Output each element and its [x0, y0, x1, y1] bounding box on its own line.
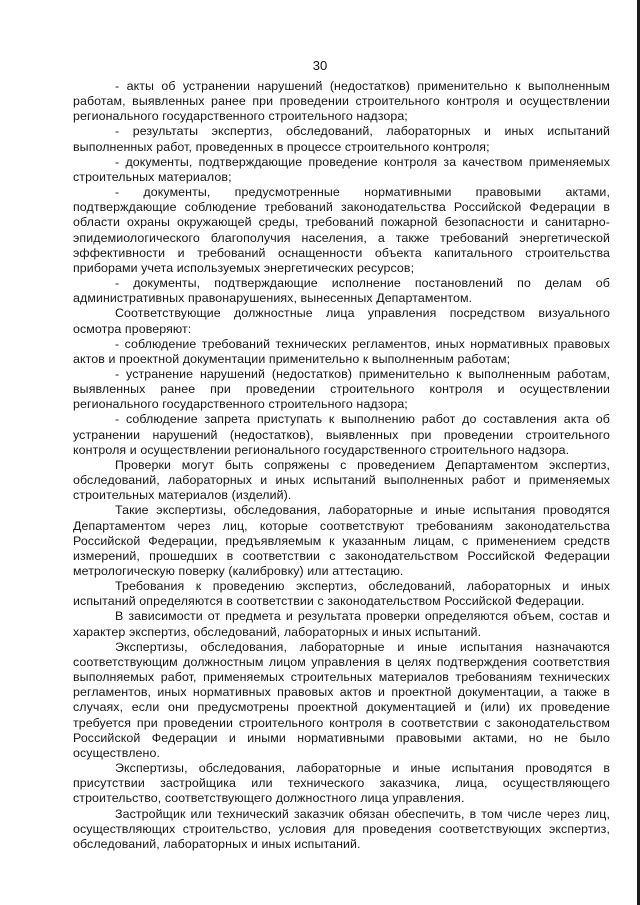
- paragraph: - акты об устранении нарушений (недостатков) применительно к выполненным работам, выявленных ранее при проведении строительного контроля и осуществлении регионального государственного строительного надзора;: [73, 79, 610, 124]
- paragraph: Требования к проведению экспертиз, обследований, лабораторных и иных испытаний определяются в соответствии с законодательством Российской Федерации.: [73, 579, 610, 609]
- paragraph: Экспертизы, обследования, лабораторные и иные испытания проводятся в присутствии застройщика или технического заказчика, лица, осуществляющего строительство, соответствующего должностного лица управления.: [73, 761, 610, 806]
- paragraph: - соблюдение запрета приступать к выполнению работ до составления акта об устранении нарушений (недостатков), выявленных при проведении строительного контроля и осуществлении регионального государственного строительного надзора.: [73, 412, 610, 457]
- paragraph: Застройщик или технический заказчик обязан обеспечить, в том числе через лиц, осуществляющих строительство, условия для проведения соответствующих экспертиз, обследований, лабораторных и иных испытаний.: [73, 806, 610, 851]
- paragraph: - документы, подтверждающие исполнение постановлений по делам об административных правонарушениях, вынесенных Департаментом.: [73, 276, 610, 306]
- paragraph: Соответствующие должностные лица управления посредством визуального осмотра проверяют:: [73, 306, 610, 336]
- paragraph: Экспертизы, обследования, лабораторные и иные испытания назначаются соответствующим должностным лицом управления в целях подтверждения соответствия выполняемых работ, применяемых строительных материалов требованиям технических регламентов, иных нормативных правовых актов и проектной документации, а также в случаях, если они предусмотрены проектной документацией и (или) их проведение требуется при проведении строительного контроля в соответствии с законодательством Российской Федерации и иными нормативными правовыми актами, но не было осуществлено.: [73, 639, 610, 760]
- paragraph: Такие экспертизы, обследования, лабораторные и иные испытания проводятся Департаментом через лиц, которые соответствуют требованиям законодательства Российской Федерации, предъявляемым к указанным лицам, с применением средств измерений, прошедших в соответствии с законодательством Российской Федерации метрологическую поверку (калибровку) или аттестацию.: [73, 503, 610, 578]
- paragraph: Проверки могут быть сопряжены с проведением Департаментом экспертиз, обследований, лабораторных и иных испытаний выполненных работ и применяемых строительных материалов (изделий).: [73, 457, 610, 503]
- paragraph: - устранение нарушений (недостатков) применительно к выполненным работам, выявленных ранее при проведении строительного контроля и осуществлении регионального государственного строительного надзора;: [73, 366, 610, 412]
- paragraph: - результаты экспертиз, обследований, лабораторных и иных испытаний выполненных работ, проведенных в процессе строительного контроля;: [73, 124, 610, 154]
- page-number: 30: [312, 58, 328, 73]
- paragraph: - документы, подтверждающие проведение контроля за качеством применяемых строительных материалов;: [73, 154, 610, 184]
- paragraph: - документы, предусмотренные нормативными правовыми актами, подтверждающие соблюдение требований законодательства Российской Федерации в области охраны окружающей среды, требований пожарной безопасности и санитарно-эпидемиологического благополучия населения, а также требований энергетической эффективности и требований оснащенности объекта капитального строительства приборами учета используемых энергетических ресурсов;: [73, 185, 610, 275]
- paragraph: - соблюдение требований технических регламентов, иных нормативных правовых актов и проектной документации применительно к выполненным работам;: [73, 336, 610, 366]
- document-body: [73, 79, 610, 852]
- paragraph: В зависимости от предмета и результата проверки определяются объем, состав и характер экспертиз, обследований, лабораторных и иных испытаний.: [73, 609, 610, 639]
